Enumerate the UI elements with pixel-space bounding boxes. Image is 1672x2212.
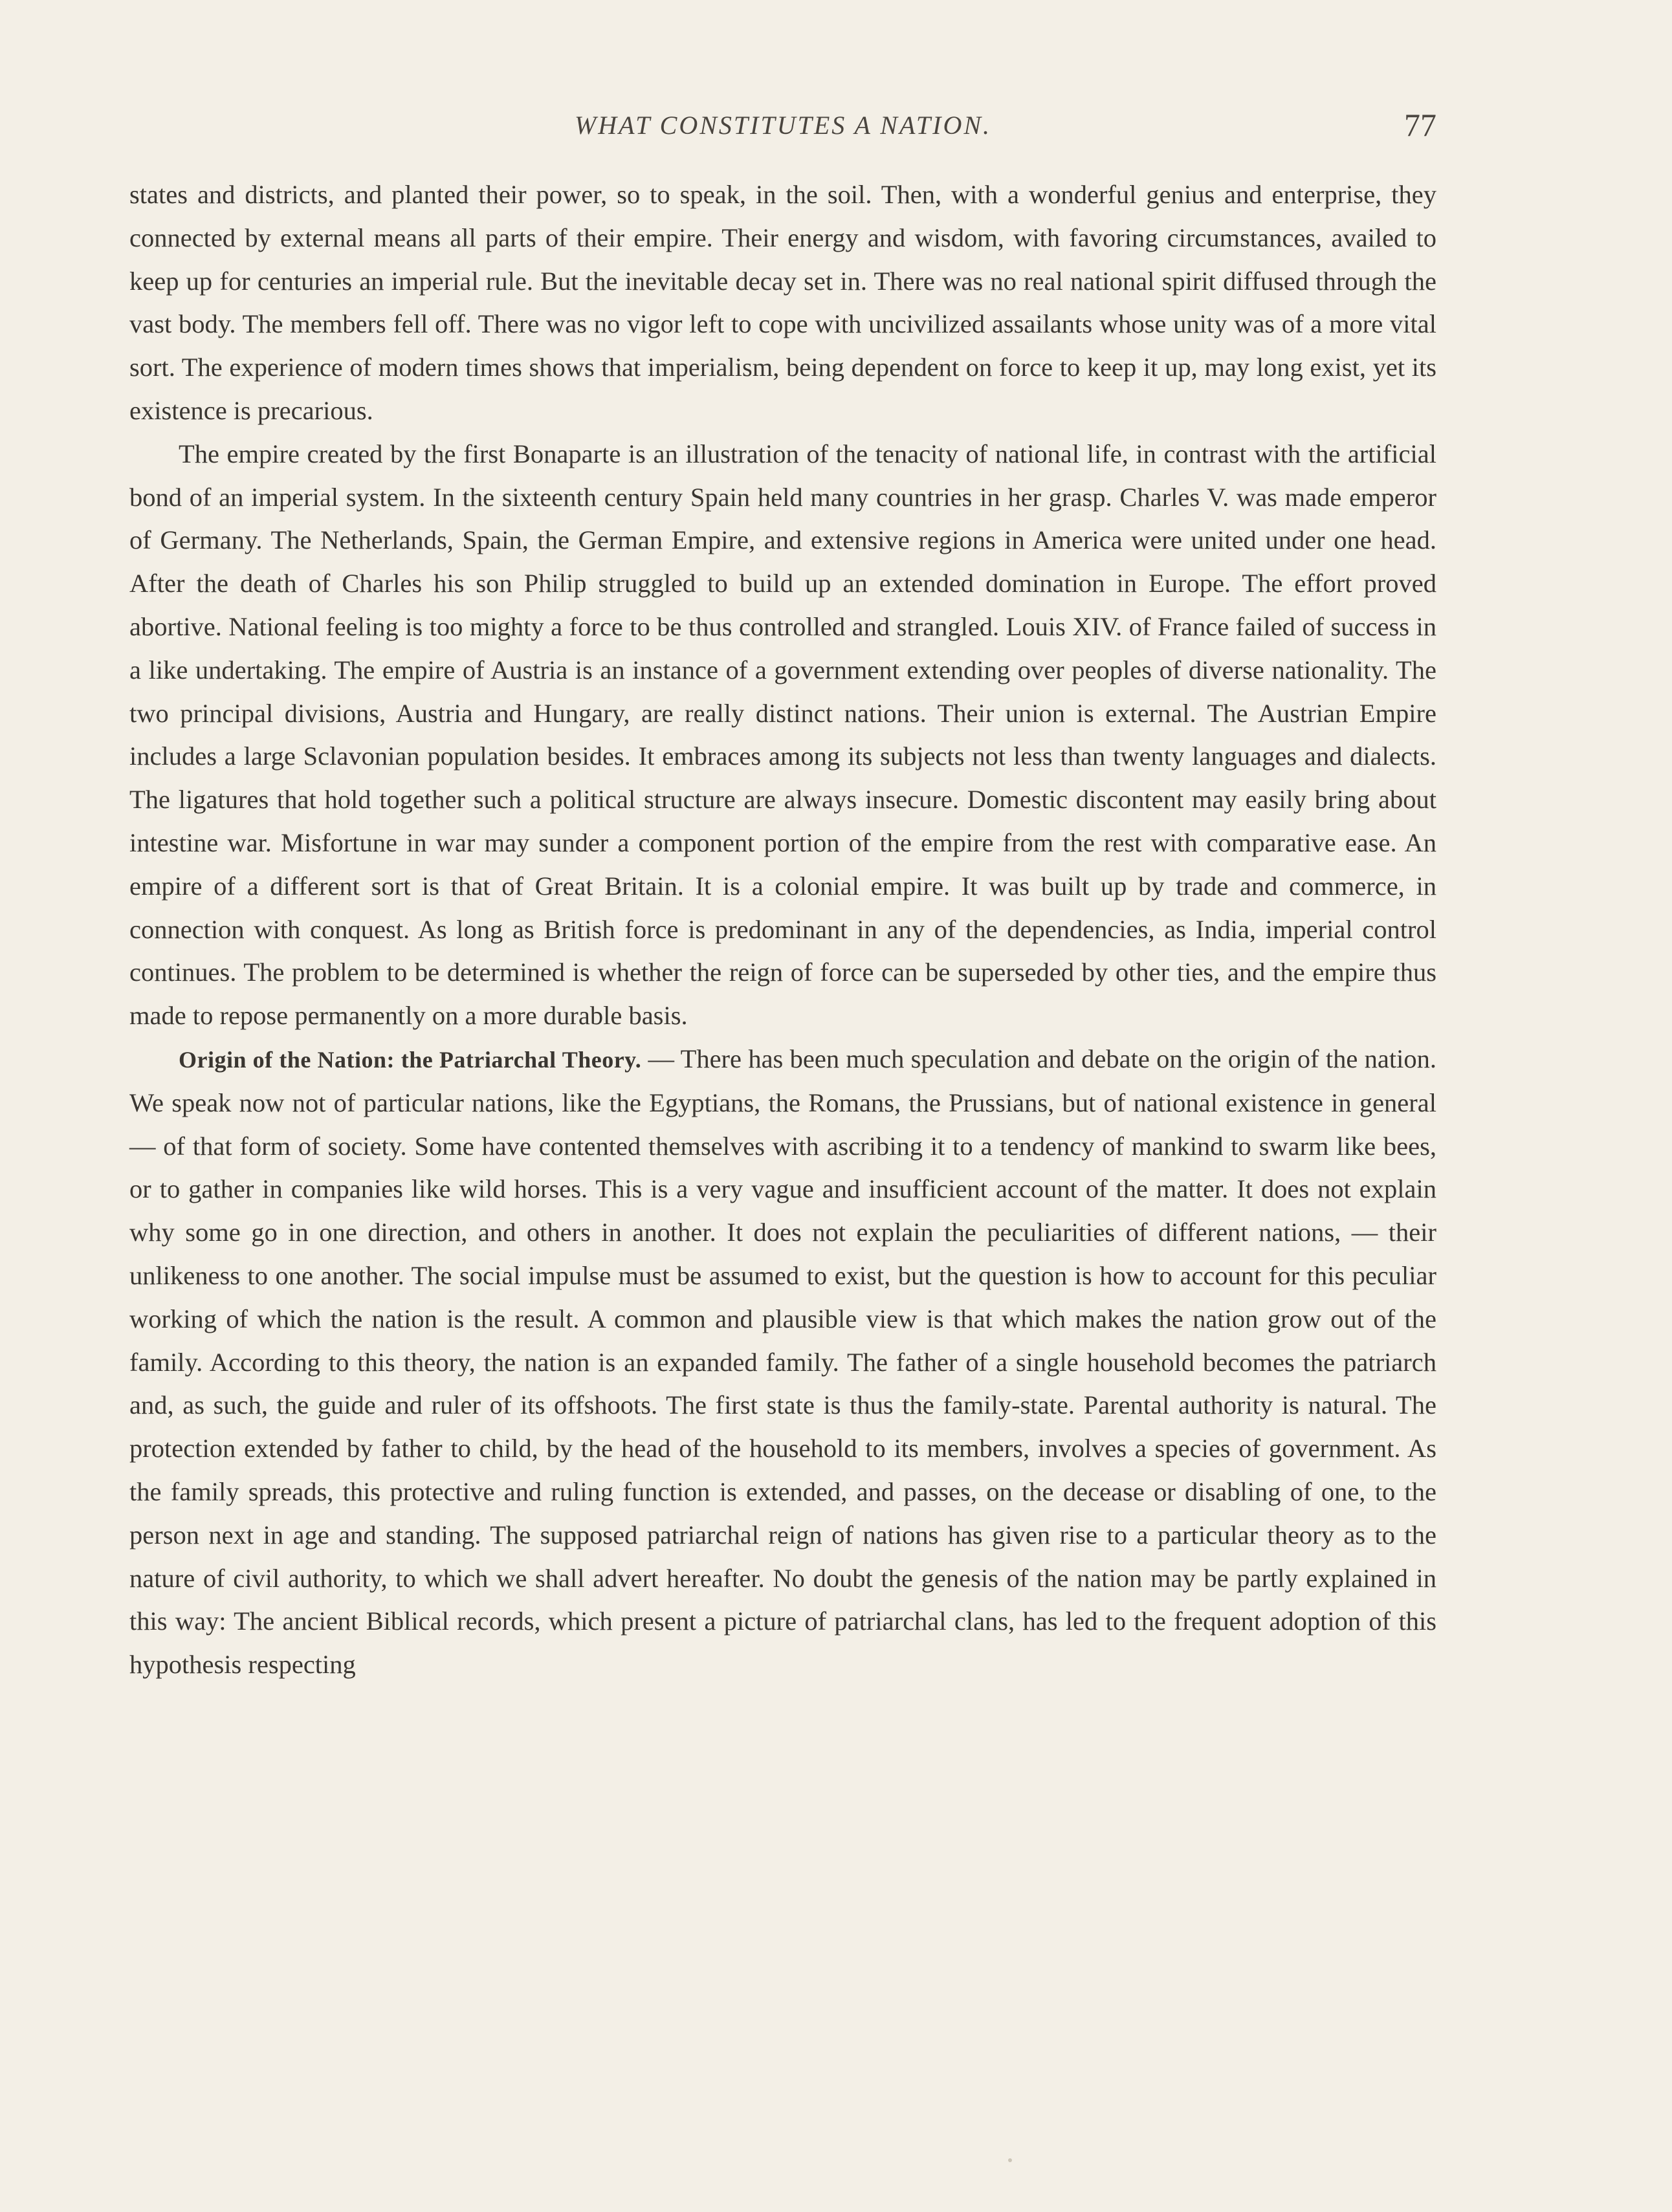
body-text	[129, 173, 1436, 1687]
section-heading: Origin of the Nation: the Patriarchal Theory.	[179, 1046, 642, 1073]
running-title: WHAT CONSTITUTES A NATION.	[574, 111, 992, 140]
paragraph-origin-text: — There has been much speculation and debate on the origin of the nation. We speak now not of particular nations, like the Egyptians, the Romans, the Prussians, but of national existence in general — of that form of society. Some have contented themselves with ascribing it to a tendency of mankind to swarm like bees, or to gather in companies like wild horses. This is a very vague and insufficient account of the matter. It does not explain why some go in one direction, and others in another. It does not explain the peculiarities of different nations, — their unlikeness to one another. The social impulse must be assumed to exist, but the question is how to account for this peculiar working of which the nation is the result. A common and plausible view is that which makes the nation grow out of the family. According to this theory, the nation is an expanded family. The father of a single household becomes the patriarch and, as such, the guide and ruler of its offshoots. The first state is thus the family-state. Parental authority is natural. The protection extended by father to child, by the head of the household to its members, involves a species of government. As the family spreads, this protective and ruling function is extended, and passes, on the decease or disabling of one, to the person next in age and standing. The supposed patriarchal reign of nations has given rise to a particular theory as to the nature of civil authority, to which we shall advert hereafter. No doubt the genesis of the nation may be partly explained in this way: The ancient Biblical records, which present a picture of patriarchal clans, has led to the frequent adoption of this hypothesis respecting	[129, 1044, 1436, 1680]
paragraph-continuation: states and districts, and planted their power, so to speak, in the soil. Then, with a wonderful genius and enterprise, they connected by external means all parts of their empire. Their energy and wisdom, with favoring circumstances, availed to keep up for centuries an imperial rule. But the inevitable decay set in. There was no real national spirit diffused through the vast body. The members fell off. There was no vigor left to cope with uncivilized assailants whose unity was of a more vital sort. The experience of modern times shows that imperialism, being dependent on force to keep it up, may long exist, yet its existence is precarious.	[129, 180, 1436, 425]
running-head	[129, 107, 1436, 155]
page-number: 77	[1404, 107, 1436, 143]
paragraph-origin-of-nation	[129, 1038, 1436, 1687]
paper-speck	[1008, 2158, 1012, 2162]
paragraph-empires: The empire created by the first Bonaparte is an illustration of the tenacity of national life, in contrast with the artificial bond of an imperial system. In the sixteenth century Spain held many countries in her grasp. Charles V. was made emperor of Germany. The Netherlands, Spain, the German Empire, and extensive regions in America were united under one head. After the death of Charles his son Philip struggled to build up an extended domination in Europe. The effort proved abortive. National feeling is too mighty a force to be thus controlled and strangled. Louis XIV. of France failed of success in a like undertaking. The empire of Austria is an instance of a government extending over peoples of diverse nationality. The two principal divisions, Austria and Hungary, are really distinct nations. Their union is external. The Austrian Empire includes a large Sclavonian population besides. It embraces among its subjects not less than twenty languages and dialects. The ligatures that hold together such a political structure are always insecure. Domestic discontent may easily bring about intestine war. Misfortune in war may sunder a component portion of the empire from the rest with comparative ease. An empire of a different sort is that of Great Britain. It is a colonial empire. It was built up by trade and commerce, in connection with conquest. As long as British force is predominant in any of the dependencies, as India, imperial control continues. The problem to be determined is whether the reign of force can be superseded by other ties, and the empire thus made to repose permanently on a more durable basis.	[129, 439, 1436, 1031]
